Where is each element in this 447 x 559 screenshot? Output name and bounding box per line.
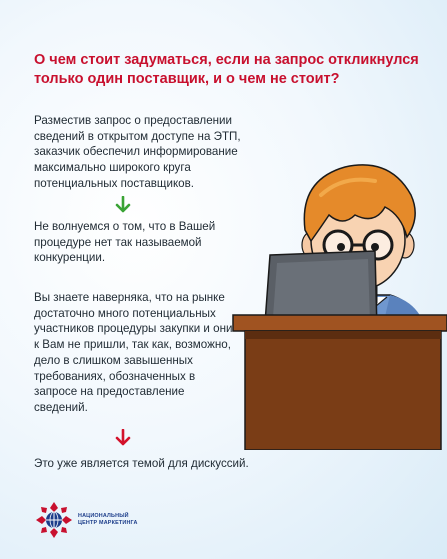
boy-laptop-illustration xyxy=(225,145,447,450)
logo-text xyxy=(78,513,138,526)
paragraph-3: Вы знаете наверняка, что на рынке достаточно много потенциальных участников процедуры закупки и они к Вам не пришли, так как, возможно, дело в слишком завышенных требованиях, обозначенных в запросе на предоставление сведений. xyxy=(34,291,233,414)
logo-line-1: НАЦИОНАЛЬНЫЙ xyxy=(78,513,129,519)
arrow-down-red-icon xyxy=(115,429,131,447)
paragraph-2: Не волнуемся о том, что в Вашей процедуре нет так называемой конкуренции. xyxy=(34,220,216,265)
arrow-down-green-icon xyxy=(115,196,131,214)
headline: О чем стоит задуматься, если на запрос откликнулся только один поставщик, и о чем не стоит? xyxy=(34,52,419,87)
paragraph-1: Разместив запрос о предоставлении сведений в открытом доступе на ЭТП, заказчик обеспечил информирование максимально широкого круга потенциальных поставщиков. xyxy=(34,114,241,190)
national-marketing-center-logo-icon xyxy=(34,500,74,540)
logo xyxy=(34,500,184,540)
paragraph-4: Это уже является темой для дискуссий. xyxy=(34,457,249,470)
logo-line-2: ЦЕНТР МАРКЕТИНГА xyxy=(78,519,138,526)
